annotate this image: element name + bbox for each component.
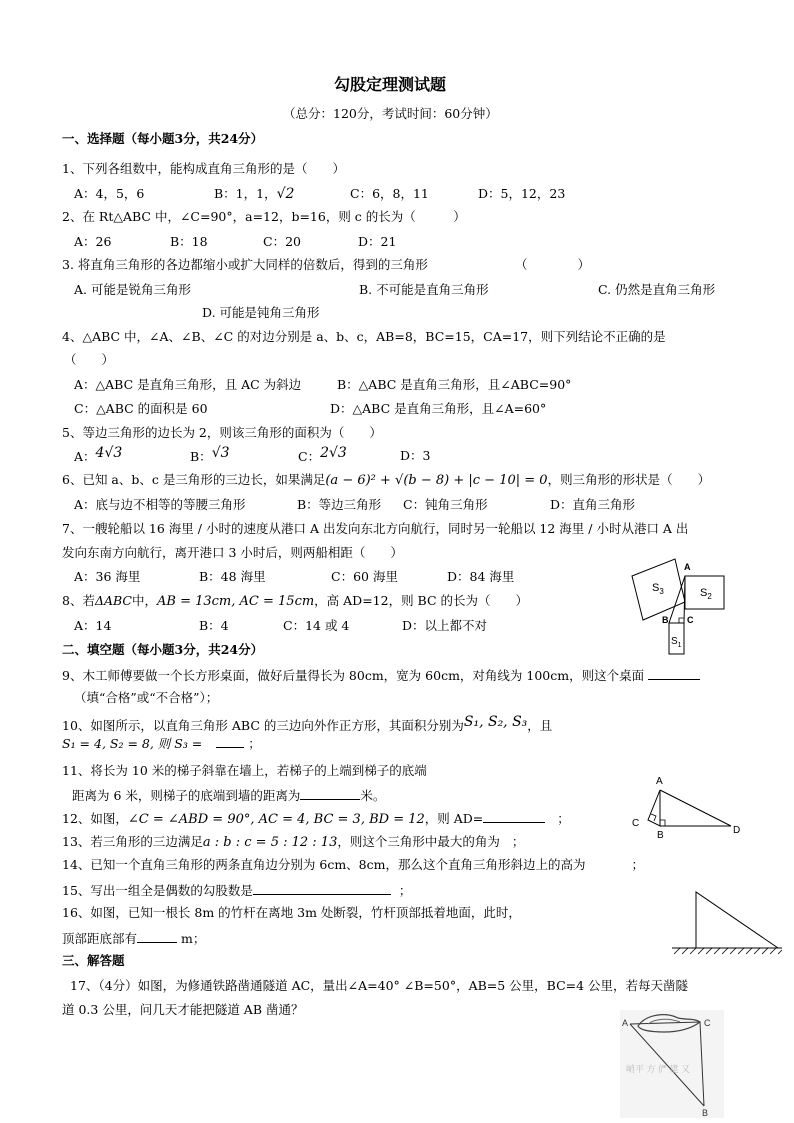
q7-option-b: B：48 海里: [199, 569, 266, 584]
q9-line2: （填“合格”或“不合格”）；: [74, 690, 219, 705]
q4-option-c: C：△ABC 的面积是 60: [74, 401, 208, 416]
q8-math: AB = 13cm, AC = 15cm: [157, 594, 315, 609]
q4-stem: 4、△ABC 中，∠A、∠B、∠C 的对边分别是 a、b、c，AB=8，BC=15，CA=17，则下列结论不正确的是: [62, 329, 666, 344]
q7-line1: 7、一艘轮船以 16 海里 / 小时的速度从港口 A 出发向东北方向航行，同时另一轮船以 12 海里 / 小时从港口 A 出: [62, 521, 689, 536]
q3-option-b: B. 不可能是直角三角形: [359, 282, 489, 297]
section-heading-fill: 二、填空题（每小题3分，共24分）: [62, 642, 264, 657]
q8-triangle: ΔABC: [94, 593, 132, 608]
q17-line2: 道 0.3 公里，问几天才能把隧道 AB 凿通？: [62, 1002, 304, 1017]
q3-paren: （ ）: [515, 257, 591, 272]
q6-option-d: D：直角三角形: [550, 497, 636, 512]
right-angle-mark: [679, 618, 684, 623]
label-a: A: [684, 562, 691, 572]
q7-line2: 发向东南方向航行，离开港口 3 小时后，则两船相距（ ）: [62, 545, 403, 560]
q5-option-a: A：4√3: [74, 445, 123, 464]
q11-answer-blank[interactable]: [300, 786, 360, 800]
q6-stem: 6、已知 a、b、c 是三角形的三边长，如果满足(a − 6)² + √(b − 8) + |c − 10| = 0，则三角形的形状是（ ）: [62, 472, 711, 488]
q4-paren: （ ）: [64, 352, 115, 367]
q16-line2: 顶部距底部有 m；: [62, 931, 206, 946]
q1-option-a: A：4，5，6: [74, 186, 145, 201]
q11-line1: 11、将长为 10 米的梯子斜靠在墙上，若梯子的上端到梯子的底端: [62, 763, 427, 778]
s2-label: $S_2$: [700, 587, 712, 601]
label-d: D: [733, 825, 741, 836]
q8-option-d: D：以上都不对: [402, 618, 488, 633]
segment-ad: [660, 790, 731, 826]
q16-answer-blank[interactable]: [137, 929, 177, 943]
q5-option-a-math: 4√3: [95, 445, 123, 461]
figure-bamboo: [668, 888, 784, 956]
q13-answer-blank[interactable]: [500, 833, 504, 846]
q1-option-b: B：1，1，√2: [214, 186, 295, 202]
q2-option-c: C：20: [263, 234, 301, 249]
q5-option-c-math: 2√3: [320, 445, 347, 461]
q5-option-b-math: √3: [211, 445, 230, 461]
right-triangle: [669, 576, 685, 623]
q10-line2: S₁ = 4, S₂ = 8, 则 S₃ = ；: [62, 736, 261, 751]
q10-line1: 10、如图所示，以直角三角形 ABC 的三边向外作正方形，其面积分别为S₁, S₂, S₃，且: [62, 714, 553, 733]
q1-option-d: D：5，12，23: [478, 186, 566, 201]
q2-option-a: A：26: [74, 234, 112, 249]
q10-math-s: S₁, S₂, S₃: [463, 714, 528, 730]
label-c: C: [704, 1018, 711, 1028]
label-b: B: [657, 830, 664, 841]
q15-answer-blank[interactable]: [253, 881, 391, 895]
section-heading-solve: 三、解答题: [62, 953, 125, 968]
q13-line: 13、若三角形的三边满足a : b : c = 5 : 12 : 13，则这个三角形中最大的角为 ；: [62, 834, 525, 850]
page-title: 勾股定理测试题: [334, 75, 447, 94]
s3-label: $S_3$: [652, 582, 664, 596]
label-b: B: [662, 615, 669, 625]
label-c: C: [632, 818, 640, 829]
q9-line1: 9、木工师傅要做一个长方形桌面，做好后量得长为 80cm，宽为 60cm，对角线为 100cm，则这个桌面: [62, 666, 700, 684]
q17-line1: 17、（4分）如图，为修通铁路凿通隧道 AC，量出∠A=40° ∠B=50°，AB=5 公里，BC=4 公里，若每天凿隧: [70, 978, 689, 993]
q3-option-a: A. 可能是锐角三角形: [74, 282, 191, 297]
q1-option-b-math: √2: [276, 186, 295, 202]
q2-stem: 2、在 Rt△ABC 中，∠C=90°，a=12，b=16，则 c 的长为（ ）: [62, 209, 466, 224]
q6-option-a: A：底与边不相等的等腰三角形: [74, 497, 246, 512]
q3-stem: 3. 将直角三角形的各边都缩小或扩大同样的倍数后，得到的三角形: [62, 257, 428, 272]
q3-option-d: D. 可能是钝角三角形: [202, 305, 320, 320]
q1-stem: 1、下列各组数中，能构成直角三角形的是（ ）: [62, 161, 345, 176]
q7-option-d: D：84 海里: [447, 569, 515, 584]
q5-option-c: C：2√3: [298, 445, 347, 464]
q8-stem: 8、若ΔABC中，AB = 13cm, AC = 15cm，高 AD=12，则 BC 的长为（ ）: [62, 593, 529, 609]
figure-abcd: [628, 774, 746, 846]
q5-option-d: D：3: [400, 448, 431, 463]
q4-option-a: A：△ABC 是直角三角形，且 AC 为斜边: [74, 377, 302, 392]
q4-option-b: B：△ABC 是直角三角形，且∠ABC=90°: [337, 377, 572, 392]
q5-stem: 5、等边三角形的边长为 2，则该三角形的面积为（ ）: [62, 425, 382, 440]
q10-math-values: S₁ = 4, S₂ = 8, 则 S₃ =: [62, 736, 203, 751]
q16-line1: 16、如图，已知一根长 8m 的竹杆在离地 3m 处断裂，竹杆顶部抵着地面，此时，: [62, 905, 521, 920]
right-angle-c: [651, 814, 656, 821]
q12-math: ∠C = ∠ABD = 90°, AC = 4, BC = 3, BD = 12: [127, 812, 425, 827]
q8-option-c: C：14 或 4: [283, 618, 350, 633]
q12-answer-blank[interactable]: [483, 809, 545, 823]
q2-option-b: B：18: [170, 234, 208, 249]
q6-option-b: B：等边三角形: [297, 497, 382, 512]
q12-line: 12、如图，∠C = ∠ABD = 90°, AC = 4, BC = 3, BD = 12，则 AD= ；: [62, 811, 570, 827]
q15-line: 15、写出一组全是偶数的勾股数是 ；: [62, 883, 412, 898]
figure-squares: [624, 550, 746, 660]
ground-hatching: [674, 948, 782, 954]
q4-option-d: D：△ABC 是直角三角形，且∠A=60°: [330, 401, 547, 416]
q10-answer-blank[interactable]: [216, 734, 244, 748]
s1-label: $S_1$: [671, 636, 682, 649]
q8-option-a: A：14: [74, 618, 112, 633]
q7-option-a: A：36 海里: [74, 569, 141, 584]
q6-math: (a − 6)² + √(b − 8) + |c − 10| = 0: [325, 473, 548, 488]
label-a: A: [656, 776, 663, 787]
right-angle-b: [660, 820, 665, 826]
q5-option-b: B：√3: [190, 445, 230, 464]
section-heading-choice: 一、选择题（每小题3分，共24分）: [62, 131, 264, 146]
q6-option-c: C：钝角三角形: [403, 497, 488, 512]
figure-tunnel: [620, 1010, 724, 1118]
q9-answer-blank[interactable]: [648, 666, 700, 680]
q11-line2: 距离为 6 米，则梯子的底端到墙的距离为 米。: [72, 788, 386, 803]
q13-math: a : b : c = 5 : 12 : 13: [202, 835, 338, 850]
scan-watermark: 峭平 方 俨 建 又: [626, 1064, 691, 1074]
label-a: A: [622, 1018, 629, 1028]
q2-option-d: D：21: [358, 234, 397, 249]
q7-option-c: C：60 海里: [331, 569, 398, 584]
bamboo-triangle: [696, 892, 778, 948]
q8-option-b: B：4: [199, 618, 229, 633]
q1-option-c: C：6，8，11: [350, 186, 429, 201]
label-c: C: [687, 615, 694, 625]
page-subtitle: （总分：120分，考试时间：60分钟）: [283, 106, 498, 121]
label-b: B: [702, 1108, 709, 1118]
q3-option-c: C. 仍然是直角三角形: [598, 282, 716, 297]
q14-line: 14、已知一个直角三角形的两条直角边分别为 6cm、8cm，那么这个直角三角形斜边上的高为 ；: [62, 857, 645, 872]
